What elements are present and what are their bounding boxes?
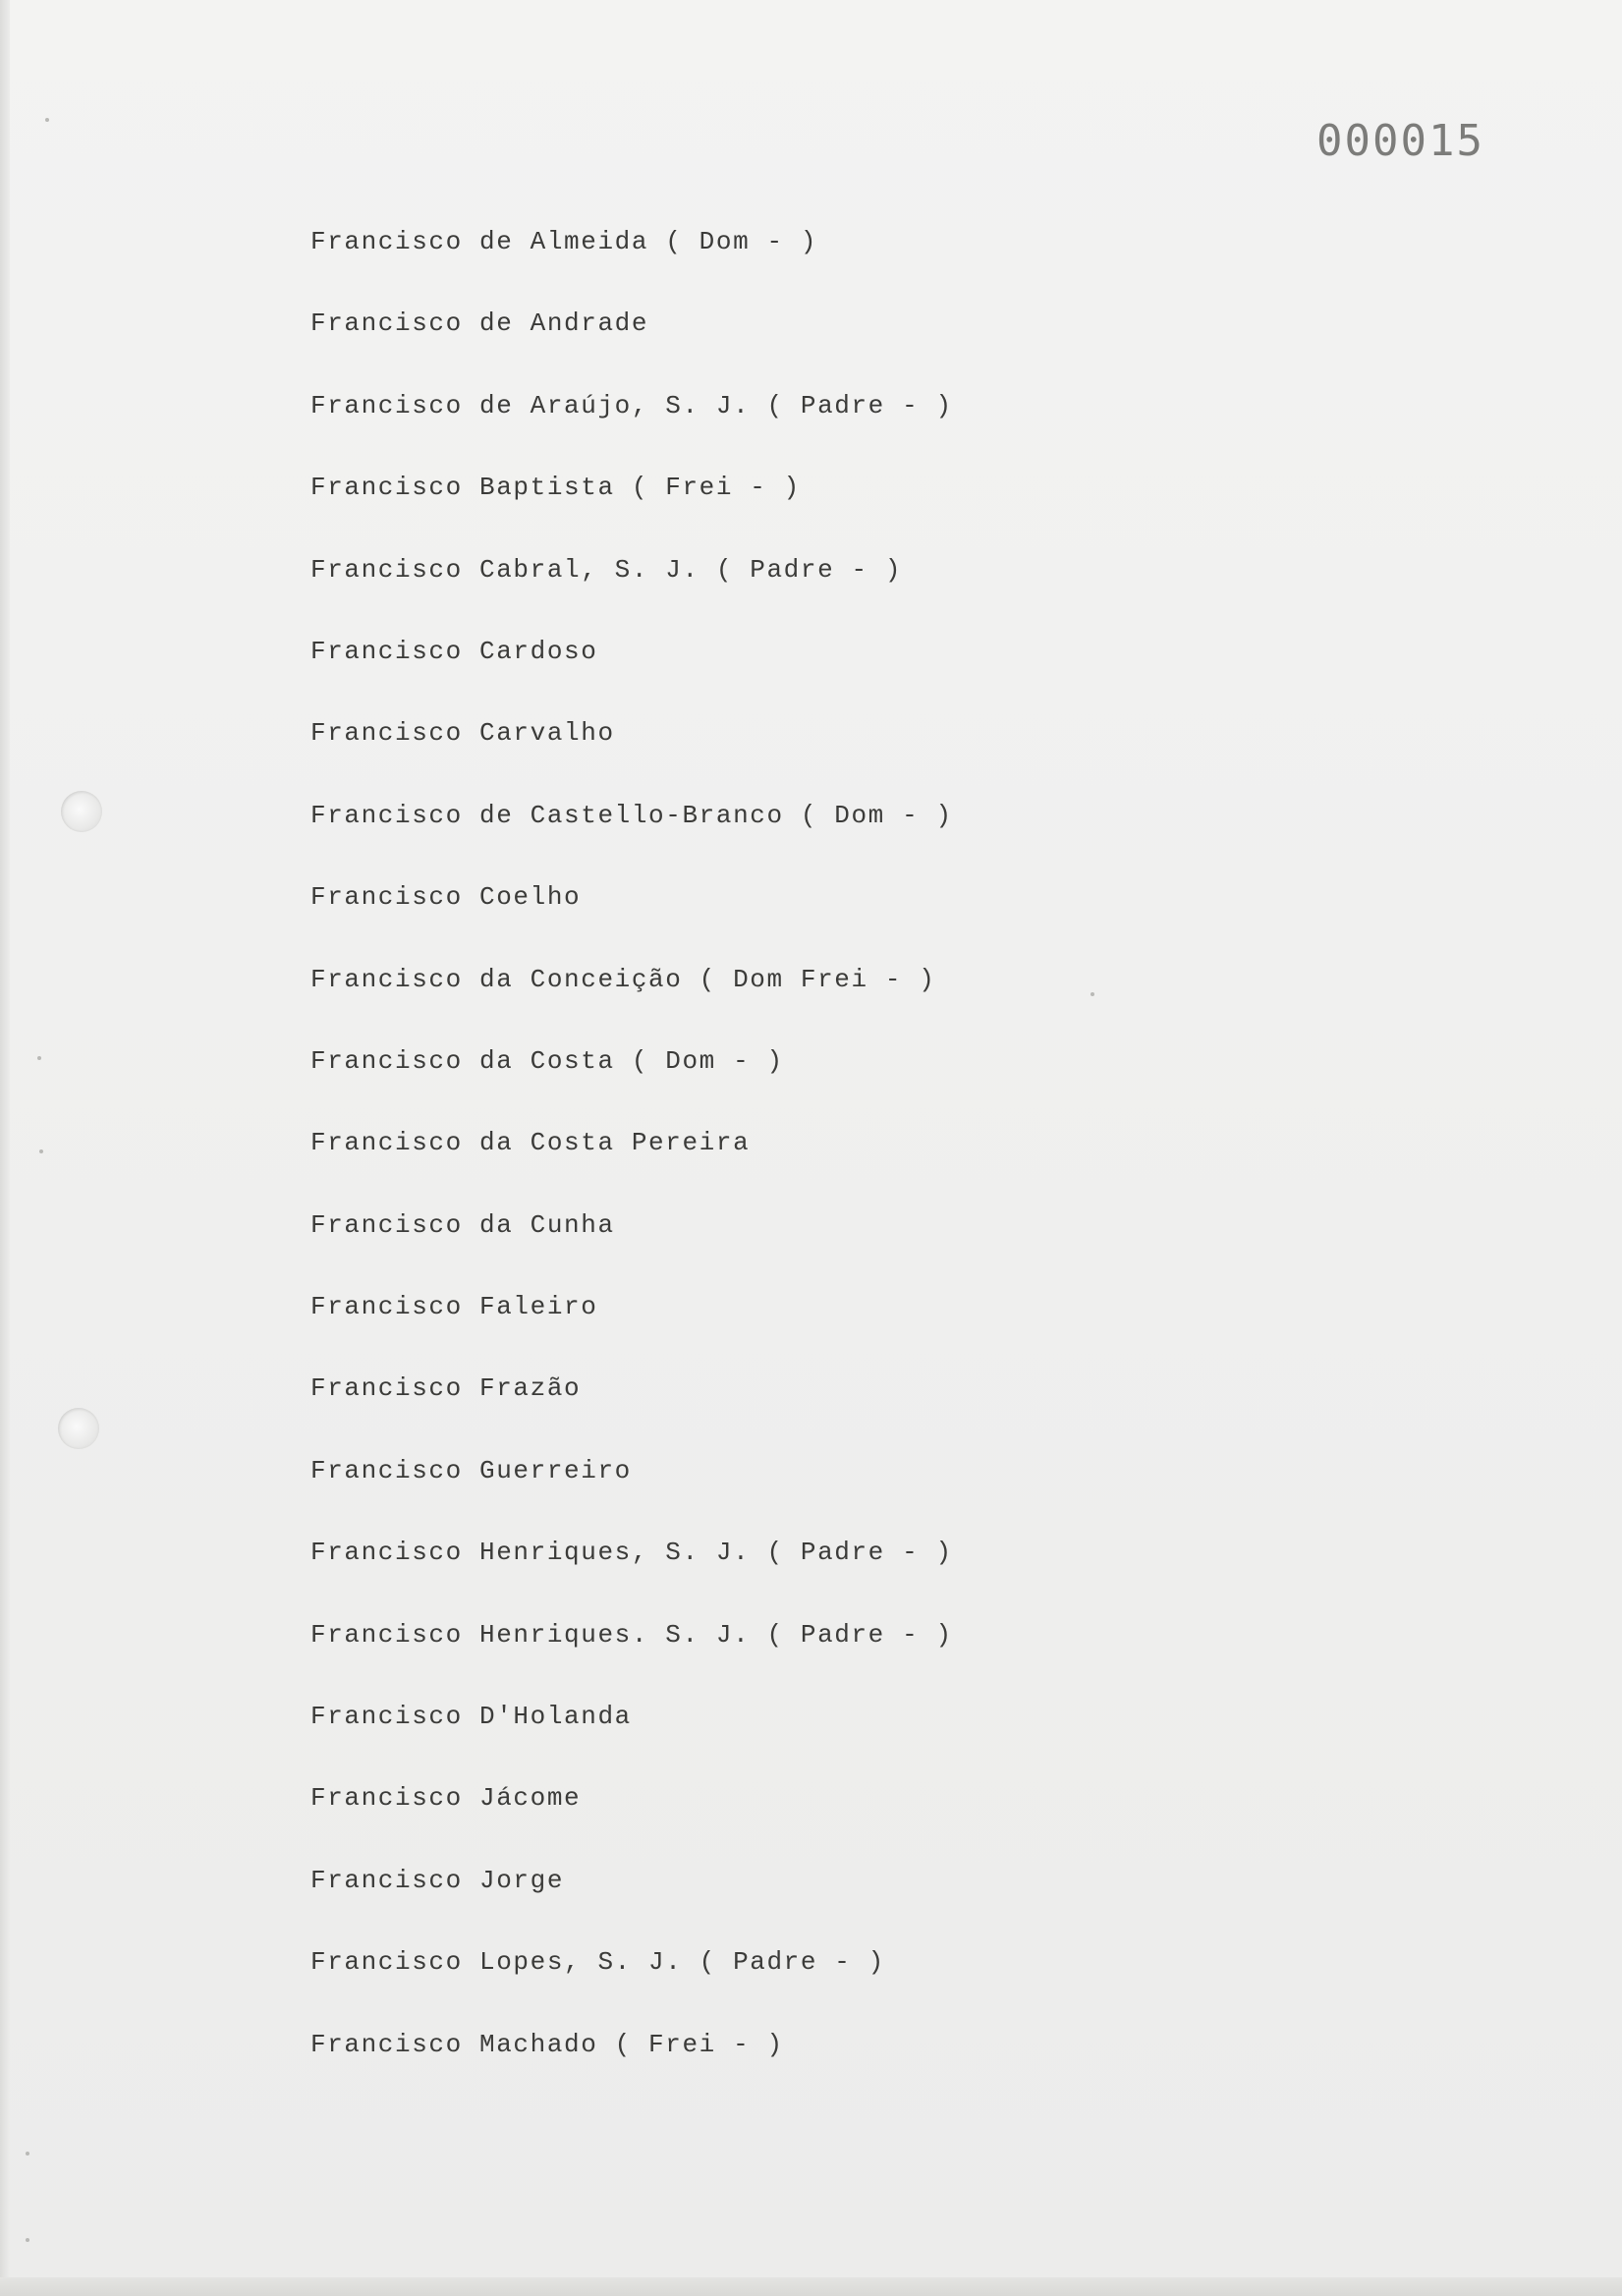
paper-speck [1091,992,1094,996]
list-item: Francisco Jorge [310,1865,565,1895]
list-item: Francisco da Costa ( Dom - ) [310,1045,784,1076]
paper-left-edge [0,0,10,2296]
list-item: Francisco Jácome [310,1783,582,1814]
name-list [310,217,953,2101]
list-item: Francisco Henriques. S. J. ( Padre - ) [310,1619,953,1650]
list-item: Francisco Lopes, S. J. ( Padre - ) [310,1947,885,1978]
paper-speck [26,2152,29,2156]
list-item: Francisco Henriques, S. J. ( Padre - ) [310,1538,953,1568]
punch-hole-lower [58,1408,99,1449]
list-item: Francisco da Conceição ( Dom Frei - ) [310,964,936,994]
list-item: Francisco de Araújo, S. J. ( Padre - ) [310,390,953,420]
paper-speck [37,1056,41,1060]
page-number: 000015 [1316,116,1484,166]
list-item: Francisco Machado ( Frei - ) [310,2029,784,2059]
list-item: Francisco de Almeida ( Dom - ) [310,227,818,256]
list-item: Francisco de Andrade [310,308,649,339]
list-item: Francisco Frazão [310,1373,582,1404]
paper-speck [26,2238,29,2242]
list-item: Francisco Guerreiro [310,1455,632,1485]
paper-bottom-edge [0,2277,1622,2296]
list-item: Francisco Cardoso [310,636,598,666]
paper-speck [45,118,49,122]
list-item: Francisco Cabral, S. J. ( Padre - ) [310,554,903,585]
list-item: Francisco da Cunha [310,1209,615,1240]
list-item: Francisco Baptista ( Frei - ) [310,473,801,503]
list-item: Francisco Carvalho [310,718,615,749]
list-item: Francisco D'Holanda [310,1702,632,1732]
paper-speck [39,1149,43,1153]
list-item: Francisco de Castello-Branco ( Dom - ) [310,800,953,830]
punch-hole-upper [61,791,102,832]
list-item: Francisco Coelho [310,882,582,913]
list-item: Francisco Faleiro [310,1292,598,1322]
list-item: Francisco da Costa Pereira [310,1128,751,1158]
